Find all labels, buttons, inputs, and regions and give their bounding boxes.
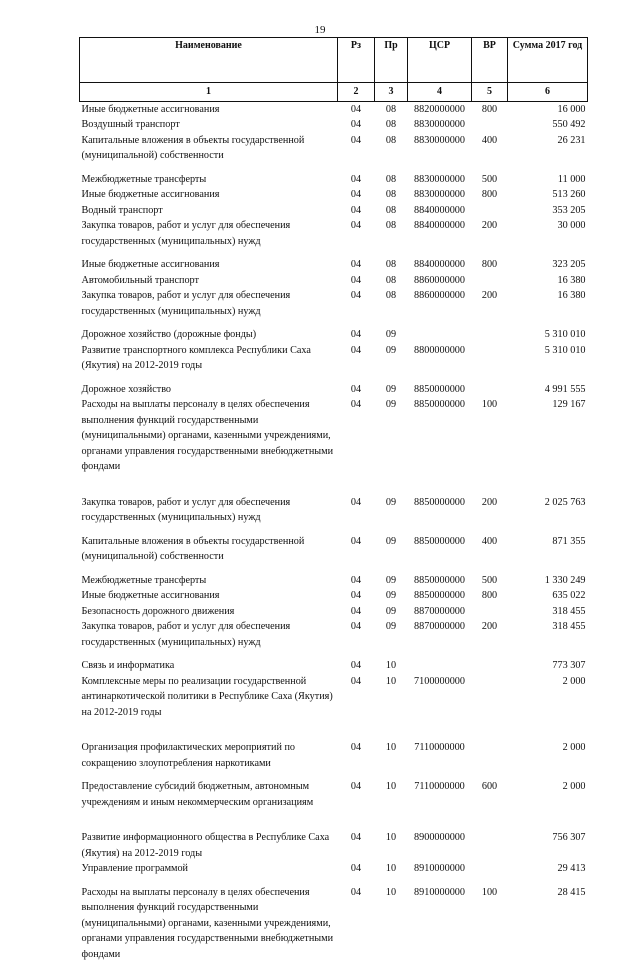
cell-pr: 08 [375, 117, 408, 133]
cell-name: Автомобильный транспорт [80, 273, 338, 289]
cell-pr: 10 [375, 885, 408, 962]
cell-sum: 26 231 [508, 133, 588, 172]
cell-rz: 04 [338, 382, 375, 398]
table-row [80, 674, 588, 741]
cell-vr [472, 327, 508, 343]
cell-rz: 04 [338, 573, 375, 589]
cell-rz: 04 [338, 619, 375, 658]
cell-sum: 2 025 763 [508, 495, 588, 534]
cell-rz: 04 [338, 203, 375, 219]
cell-vr: 400 [472, 133, 508, 172]
cell-rz: 04 [338, 830, 375, 861]
cell-sum: 2 000 [508, 779, 588, 830]
cell-rz: 04 [338, 273, 375, 289]
cell-sum: 29 413 [508, 861, 588, 885]
cell-vr [472, 203, 508, 219]
cell-rz: 04 [338, 101, 375, 117]
cell-rz: 04 [338, 218, 375, 257]
cell-pr: 08 [375, 288, 408, 327]
cell-vr [472, 740, 508, 779]
cell-pr: 09 [375, 343, 408, 382]
table-row [80, 740, 588, 779]
cell-vr [472, 604, 508, 620]
header-row [80, 38, 588, 83]
cell-pr: 10 [375, 658, 408, 674]
column-number-row [80, 83, 588, 102]
cell-rz: 04 [338, 604, 375, 620]
table-row [80, 101, 588, 117]
cell-rz: 04 [338, 117, 375, 133]
cell-pr: 09 [375, 495, 408, 534]
table-row [80, 779, 588, 830]
cell-csr [408, 658, 472, 674]
cell-name: Закупка товаров, работ и услуг для обеспечения государственных (муниципальных) нужд [80, 495, 338, 534]
cell-sum: 2 000 [508, 740, 588, 779]
cell-csr: 8850000000 [408, 382, 472, 398]
table-row [80, 172, 588, 188]
cell-vr: 200 [472, 495, 508, 534]
table-row [80, 604, 588, 620]
table-row [80, 218, 588, 257]
cell-vr: 800 [472, 257, 508, 273]
cell-name: Связь и информатика [80, 658, 338, 674]
cell-name: Дорожное хозяйство (дорожные фонды) [80, 327, 338, 343]
cell-vr [472, 861, 508, 885]
cell-name: Расходы на выплаты персоналу в целях обеспечения выполнения функций государственными (муниципальными) органами, казенными учреждениями, органами управления государственными внебюджетными фондами [80, 397, 338, 495]
cell-csr: 8850000000 [408, 588, 472, 604]
cell-name: Дорожное хозяйство [80, 382, 338, 398]
cell-pr: 08 [375, 218, 408, 257]
table-row [80, 885, 588, 962]
header-pr: Пр [375, 38, 408, 83]
cell-csr: 8850000000 [408, 573, 472, 589]
cell-csr: 7100000000 [408, 674, 472, 741]
cell-pr: 09 [375, 327, 408, 343]
cell-rz: 04 [338, 257, 375, 273]
cell-pr: 10 [375, 740, 408, 779]
table-row [80, 573, 588, 589]
cell-name: Иные бюджетные ассигнования [80, 588, 338, 604]
column-number: 2 [338, 83, 375, 102]
cell-csr: 8860000000 [408, 273, 472, 289]
cell-sum: 4 991 555 [508, 382, 588, 398]
cell-name: Межбюджетные трансферты [80, 172, 338, 188]
cell-vr: 600 [472, 779, 508, 830]
cell-name: Иные бюджетные ассигнования [80, 101, 338, 117]
header-vr: ВР [472, 38, 508, 83]
cell-csr: 8910000000 [408, 861, 472, 885]
column-number: 5 [472, 83, 508, 102]
table-row [80, 534, 588, 573]
cell-sum: 2 000 [508, 674, 588, 741]
table-row [80, 133, 588, 172]
cell-rz: 04 [338, 674, 375, 741]
table-row [80, 257, 588, 273]
cell-name: Организация профилактических мероприятий по сокращению злоупотребления наркотиками [80, 740, 338, 779]
cell-name: Комплексные меры по реализации государственной антинаркотической политики в Республике Саха (Якутия) на 2012-2019 годы [80, 674, 338, 741]
cell-rz: 04 [338, 343, 375, 382]
cell-csr: 8850000000 [408, 495, 472, 534]
table-row [80, 830, 588, 861]
cell-sum: 635 022 [508, 588, 588, 604]
cell-rz: 04 [338, 588, 375, 604]
column-number: 3 [375, 83, 408, 102]
header-sum: Сумма 2017 год [508, 38, 588, 83]
cell-name: Иные бюджетные ассигнования [80, 187, 338, 203]
cell-rz: 04 [338, 740, 375, 779]
cell-sum: 513 260 [508, 187, 588, 203]
cell-name: Межбюджетные трансферты [80, 573, 338, 589]
table-row [80, 343, 588, 382]
cell-sum: 550 492 [508, 117, 588, 133]
cell-sum: 16 000 [508, 101, 588, 117]
cell-name: Иные бюджетные ассигнования [80, 257, 338, 273]
cell-vr: 500 [472, 573, 508, 589]
cell-csr: 8830000000 [408, 133, 472, 172]
cell-sum: 773 307 [508, 658, 588, 674]
cell-pr: 08 [375, 133, 408, 172]
table-row [80, 397, 588, 495]
cell-pr: 08 [375, 257, 408, 273]
cell-pr: 09 [375, 397, 408, 495]
header-csr: ЦСР [408, 38, 472, 83]
column-number: 6 [508, 83, 588, 102]
cell-csr: 8840000000 [408, 257, 472, 273]
cell-sum: 30 000 [508, 218, 588, 257]
table-row [80, 288, 588, 327]
table-row [80, 382, 588, 398]
cell-pr: 09 [375, 382, 408, 398]
page-number: 19 [0, 24, 640, 36]
cell-csr: 8840000000 [408, 203, 472, 219]
cell-csr: 8830000000 [408, 117, 472, 133]
cell-pr: 09 [375, 588, 408, 604]
cell-vr [472, 117, 508, 133]
cell-csr: 8830000000 [408, 172, 472, 188]
cell-csr [408, 327, 472, 343]
cell-csr: 8840000000 [408, 218, 472, 257]
cell-sum: 353 205 [508, 203, 588, 219]
column-number: 1 [80, 83, 338, 102]
cell-sum: 16 380 [508, 288, 588, 327]
cell-name: Закупка товаров, работ и услуг для обеспечения государственных (муниципальных) нужд [80, 288, 338, 327]
cell-vr [472, 273, 508, 289]
cell-csr: 8850000000 [408, 534, 472, 573]
cell-pr: 10 [375, 674, 408, 741]
cell-sum: 129 167 [508, 397, 588, 495]
cell-name: Воздушный транспорт [80, 117, 338, 133]
cell-sum: 318 455 [508, 619, 588, 658]
cell-name: Развитие транспортного комплекса Республики Саха (Якутия) на 2012-2019 годы [80, 343, 338, 382]
table-body [80, 101, 588, 962]
table-row [80, 203, 588, 219]
cell-rz: 04 [338, 327, 375, 343]
cell-vr: 800 [472, 187, 508, 203]
cell-pr: 09 [375, 534, 408, 573]
cell-vr: 500 [472, 172, 508, 188]
cell-sum: 5 310 010 [508, 343, 588, 382]
cell-sum: 28 415 [508, 885, 588, 962]
cell-sum: 1 330 249 [508, 573, 588, 589]
cell-sum: 318 455 [508, 604, 588, 620]
cell-rz: 04 [338, 133, 375, 172]
cell-rz: 04 [338, 658, 375, 674]
cell-name: Закупка товаров, работ и услуг для обеспечения государственных (муниципальных) нужд [80, 218, 338, 257]
cell-vr: 400 [472, 534, 508, 573]
cell-rz: 04 [338, 187, 375, 203]
cell-sum: 756 307 [508, 830, 588, 861]
cell-name: Развитие информационного общества в Республике Саха (Якутия) на 2012-2019 годы [80, 830, 338, 861]
cell-rz: 04 [338, 885, 375, 962]
cell-pr: 10 [375, 779, 408, 830]
column-number: 4 [408, 83, 472, 102]
cell-pr: 08 [375, 187, 408, 203]
cell-rz: 04 [338, 172, 375, 188]
cell-name: Управление программой [80, 861, 338, 885]
cell-pr: 10 [375, 830, 408, 861]
cell-csr: 8820000000 [408, 101, 472, 117]
cell-rz: 04 [338, 779, 375, 830]
cell-pr: 09 [375, 573, 408, 589]
cell-sum: 16 380 [508, 273, 588, 289]
table-row [80, 495, 588, 534]
cell-name: Водный транспорт [80, 203, 338, 219]
cell-csr: 8800000000 [408, 343, 472, 382]
cell-pr: 10 [375, 861, 408, 885]
table-row [80, 327, 588, 343]
cell-pr: 09 [375, 604, 408, 620]
cell-name: Предоставление субсидий бюджетным, автономным учреждениям и иным некоммерческим организациям [80, 779, 338, 830]
cell-csr: 8860000000 [408, 288, 472, 327]
cell-pr: 08 [375, 172, 408, 188]
cell-rz: 04 [338, 861, 375, 885]
cell-csr: 8850000000 [408, 397, 472, 495]
cell-vr: 200 [472, 218, 508, 257]
cell-vr [472, 830, 508, 861]
cell-vr [472, 343, 508, 382]
cell-vr: 100 [472, 397, 508, 495]
cell-csr: 8870000000 [408, 619, 472, 658]
cell-name: Безопасность дорожного движения [80, 604, 338, 620]
cell-vr [472, 382, 508, 398]
table-row [80, 273, 588, 289]
cell-name: Расходы на выплаты персоналу в целях обеспечения выполнения функций государственными (муниципальными) органами, казенными учреждениями, органами управления государственными внебюджетными фондами [80, 885, 338, 962]
header-name: Наименование [80, 38, 338, 83]
cell-vr [472, 674, 508, 741]
budget-table [79, 37, 588, 962]
cell-pr: 08 [375, 203, 408, 219]
cell-vr: 200 [472, 619, 508, 658]
table-row [80, 117, 588, 133]
cell-vr: 200 [472, 288, 508, 327]
table-row [80, 588, 588, 604]
table-row [80, 658, 588, 674]
cell-vr: 100 [472, 885, 508, 962]
cell-name: Капитальные вложения в объекты государственной (муниципальной) собственности [80, 133, 338, 172]
cell-sum: 5 310 010 [508, 327, 588, 343]
cell-rz: 04 [338, 288, 375, 327]
table-row [80, 619, 588, 658]
cell-sum: 323 205 [508, 257, 588, 273]
cell-rz: 04 [338, 397, 375, 495]
cell-csr: 8910000000 [408, 885, 472, 962]
cell-vr: 800 [472, 588, 508, 604]
cell-rz: 04 [338, 495, 375, 534]
cell-csr: 8900000000 [408, 830, 472, 861]
cell-vr: 800 [472, 101, 508, 117]
cell-vr [472, 658, 508, 674]
cell-pr: 09 [375, 619, 408, 658]
cell-sum: 11 000 [508, 172, 588, 188]
table-row [80, 861, 588, 885]
cell-pr: 08 [375, 273, 408, 289]
cell-csr: 8870000000 [408, 604, 472, 620]
cell-rz: 04 [338, 534, 375, 573]
cell-name: Капитальные вложения в объекты государственной (муниципальной) собственности [80, 534, 338, 573]
cell-csr: 7110000000 [408, 779, 472, 830]
header-rz: Рз [338, 38, 375, 83]
cell-name: Закупка товаров, работ и услуг для обеспечения государственных (муниципальных) нужд [80, 619, 338, 658]
table-row [80, 187, 588, 203]
cell-csr: 7110000000 [408, 740, 472, 779]
cell-pr: 08 [375, 101, 408, 117]
cell-csr: 8830000000 [408, 187, 472, 203]
cell-sum: 871 355 [508, 534, 588, 573]
